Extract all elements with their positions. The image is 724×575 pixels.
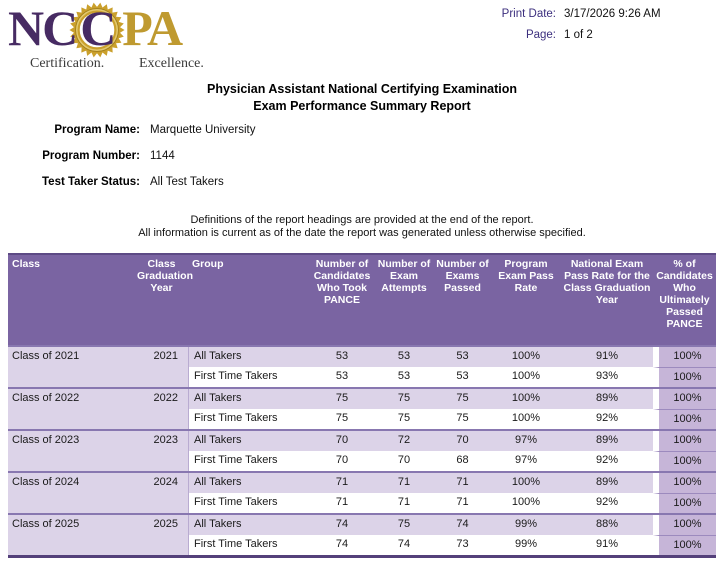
- program-pass-rate-cell: 97%: [491, 451, 561, 471]
- candidates-took-cell: 53: [310, 347, 374, 367]
- candidates-took-cell: 70: [310, 451, 374, 471]
- col-header-group: Group: [192, 258, 224, 270]
- ultimately-passed-cell: 100%: [653, 409, 716, 429]
- col-header-program-rate: Program Exam Pass Rate: [498, 258, 554, 294]
- logo-letter-n: N: [8, 0, 43, 56]
- test-taker-status-value: All Test Takers: [150, 176, 224, 188]
- program-pass-rate-cell: 99%: [491, 535, 561, 555]
- exam-attempts-cell: 71: [374, 473, 434, 493]
- print-date-row: [420, 8, 720, 20]
- program-number-label: Program Number:: [42, 150, 140, 162]
- ultimately-passed-cell: 100%: [653, 535, 716, 555]
- candidates-took-cell: 74: [310, 535, 374, 555]
- ultimately-passed-cell: 100%: [653, 347, 716, 367]
- program-info: [0, 124, 500, 202]
- class-group-2023: [8, 429, 716, 471]
- group-cell: All Takers: [188, 431, 310, 451]
- exam-attempts-cell: 53: [374, 367, 434, 387]
- report-title-line2: Exam Performance Summary Report: [253, 99, 471, 113]
- col-header-ultimate-pass: % of Candidates Who Ultimately Passed PANCE: [656, 258, 713, 330]
- candidates-took-cell: 75: [310, 409, 374, 429]
- grad-year-cell: 2021: [135, 347, 188, 387]
- table-header-row: [8, 253, 716, 345]
- grad-year-cell: 2025: [135, 515, 188, 555]
- grad-year-cell: 2023: [135, 431, 188, 471]
- national-pass-rate-cell: 91%: [561, 347, 653, 367]
- ultimately-passed-cell: 100%: [653, 451, 716, 471]
- grad-year-cell: 2022: [135, 389, 188, 429]
- program-number-value: 1144: [150, 150, 175, 162]
- program-pass-rate-cell: 100%: [491, 473, 561, 493]
- class-cell: Class of 2024: [8, 473, 135, 513]
- exam-attempts-cell: 71: [374, 493, 434, 513]
- program-name-row: [0, 124, 500, 150]
- program-pass-rate-cell: 100%: [491, 409, 561, 429]
- test-taker-status-label: Test Taker Status:: [42, 176, 140, 188]
- print-date-value: 3/17/2026 9:26 AM: [564, 8, 661, 20]
- logo-tagline-excellence: Excellence.: [139, 56, 204, 71]
- col-header-passed: Number of Exams Passed: [436, 258, 489, 294]
- col-header-grad-year: Class Graduation Year: [137, 258, 194, 294]
- nccpa-logo: [8, 0, 223, 76]
- col-header-candidates: Number of Candidates Who Took PANCE: [313, 258, 371, 306]
- program-pass-rate-cell: 100%: [491, 347, 561, 367]
- exam-attempts-cell: 53: [374, 347, 434, 367]
- page-value: 1 of 2: [564, 29, 593, 41]
- national-pass-rate-cell: 92%: [561, 493, 653, 513]
- national-pass-rate-cell: 89%: [561, 473, 653, 493]
- group-cell: First Time Takers: [188, 367, 310, 387]
- class-group-2021: [8, 345, 716, 387]
- print-info: [420, 8, 720, 50]
- notes-line1: Definitions of the report headings are provided at the end of the report.: [190, 214, 534, 226]
- col-header-attempts: Number of Exam Attempts: [377, 258, 431, 294]
- notes-line2: All information is current as of the date the report was generated unless otherwise specified.: [138, 227, 586, 239]
- ultimately-passed-cell: 100%: [653, 473, 716, 493]
- ultimately-passed-cell: 100%: [653, 389, 716, 409]
- group-cell: First Time Takers: [188, 493, 310, 513]
- exams-passed-cell: 71: [434, 493, 491, 513]
- national-pass-rate-cell: 93%: [561, 367, 653, 387]
- gold-seal-icon: [76, 0, 122, 56]
- grad-year-cell: 2024: [135, 473, 188, 513]
- program-pass-rate-cell: 100%: [491, 389, 561, 409]
- class-cell: Class of 2025: [8, 515, 135, 555]
- group-cell: First Time Takers: [188, 409, 310, 429]
- logo-letters-pa: PA: [122, 0, 182, 56]
- exams-passed-cell: 75: [434, 409, 491, 429]
- report-title-line1: Physician Assistant National Certifying Examination: [206, 82, 518, 96]
- class-cell: Class of 2022: [8, 389, 135, 429]
- candidates-took-cell: 74: [310, 515, 374, 535]
- exams-passed-cell: 73: [434, 535, 491, 555]
- exam-attempts-cell: 70: [374, 451, 434, 471]
- col-header-national-rate: National Exam Pass Rate for the Class Graduation Year: [563, 258, 651, 306]
- exams-passed-cell: 74: [434, 515, 491, 535]
- exams-passed-cell: 75: [434, 389, 491, 409]
- group-cell: All Takers: [188, 389, 310, 409]
- national-pass-rate-cell: 88%: [561, 515, 653, 535]
- report-title: [0, 81, 724, 115]
- ultimately-passed-cell: 100%: [653, 493, 716, 513]
- exam-attempts-cell: 75: [374, 409, 434, 429]
- candidates-took-cell: 75: [310, 389, 374, 409]
- test-taker-status-row: [0, 176, 500, 202]
- exams-passed-cell: 53: [434, 347, 491, 367]
- logo-letter-c1: C: [42, 0, 77, 56]
- table-body: [8, 345, 716, 555]
- exam-attempts-cell: 74: [374, 535, 434, 555]
- candidates-took-cell: 53: [310, 367, 374, 387]
- group-cell: All Takers: [188, 473, 310, 493]
- page-label: Page:: [525, 29, 556, 41]
- page-row: [420, 29, 720, 41]
- logo-tagline-certification: Certification.: [30, 56, 105, 71]
- class-group-2025: [8, 513, 716, 555]
- national-pass-rate-cell: 89%: [561, 389, 653, 409]
- national-pass-rate-cell: 92%: [561, 409, 653, 429]
- program-number-row: [0, 150, 500, 176]
- exams-passed-cell: 70: [434, 431, 491, 451]
- candidates-took-cell: 71: [310, 493, 374, 513]
- ultimately-passed-cell: 100%: [653, 515, 716, 535]
- national-pass-rate-cell: 91%: [561, 535, 653, 555]
- exam-performance-table: [8, 253, 716, 558]
- exam-attempts-cell: 72: [374, 431, 434, 451]
- exam-attempts-cell: 75: [374, 515, 434, 535]
- ultimately-passed-cell: 100%: [653, 431, 716, 451]
- candidates-took-cell: 70: [310, 431, 374, 451]
- nccpa-logo-wordmark: [8, 0, 223, 56]
- exam-attempts-cell: 75: [374, 389, 434, 409]
- group-cell: First Time Takers: [188, 451, 310, 471]
- report-notes: [0, 214, 724, 240]
- col-header-class: Class: [12, 258, 41, 270]
- program-name-value: Marquette University: [150, 124, 256, 136]
- national-pass-rate-cell: 89%: [561, 431, 653, 451]
- program-pass-rate-cell: 99%: [491, 515, 561, 535]
- logo-letter-c2: C: [80, 0, 115, 56]
- exams-passed-cell: 71: [434, 473, 491, 493]
- program-pass-rate-cell: 97%: [491, 431, 561, 451]
- program-pass-rate-cell: 100%: [491, 367, 561, 387]
- program-pass-rate-cell: 100%: [491, 493, 561, 513]
- class-cell: Class of 2021: [8, 347, 135, 387]
- ultimately-passed-cell: 100%: [653, 367, 716, 387]
- class-group-2022: [8, 387, 716, 429]
- group-cell: All Takers: [188, 515, 310, 535]
- group-cell: First Time Takers: [188, 535, 310, 555]
- print-date-label: Print Date:: [501, 8, 556, 20]
- program-name-label: Program Name:: [54, 124, 140, 136]
- candidates-took-cell: 71: [310, 473, 374, 493]
- national-pass-rate-cell: 92%: [561, 451, 653, 471]
- group-cell: All Takers: [188, 347, 310, 367]
- exams-passed-cell: 53: [434, 367, 491, 387]
- exams-passed-cell: 68: [434, 451, 491, 471]
- class-group-2024: [8, 471, 716, 513]
- class-cell: Class of 2023: [8, 431, 135, 471]
